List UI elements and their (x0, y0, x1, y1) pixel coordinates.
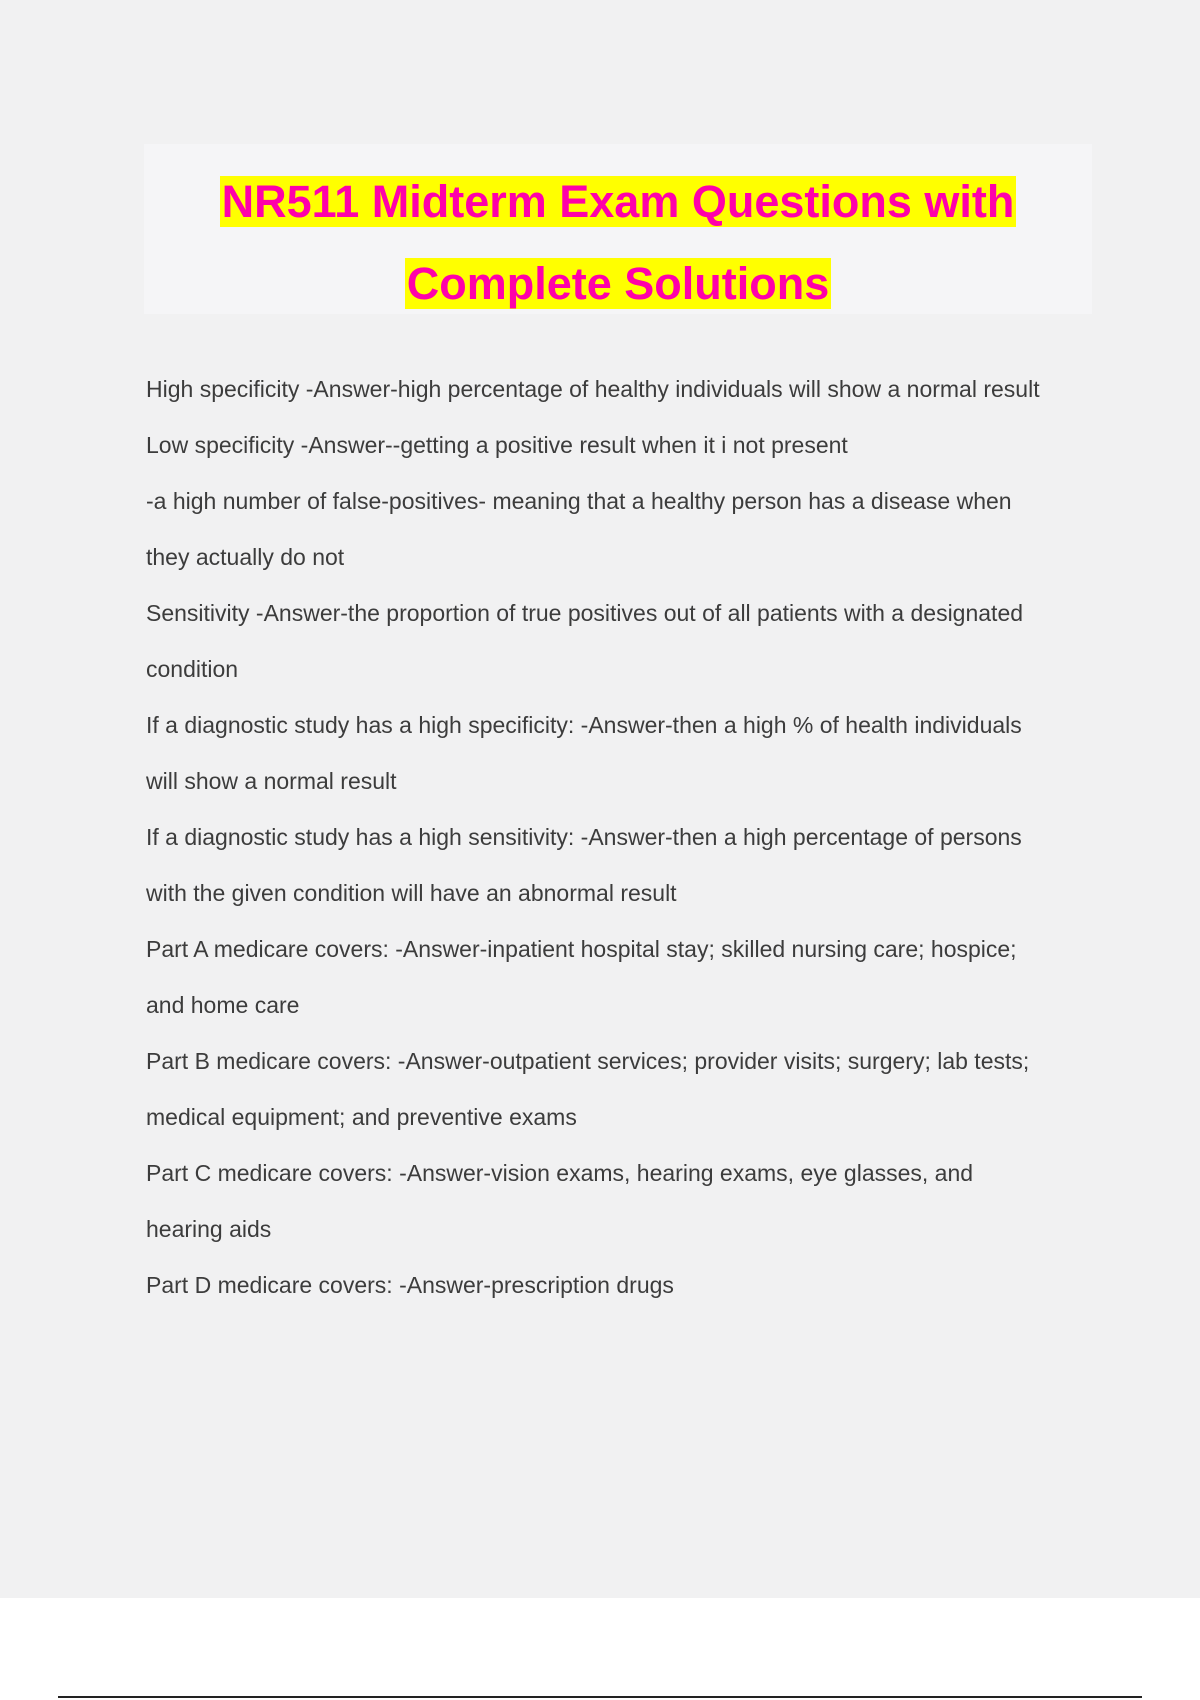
qa-line: Part C medicare covers: -Answer-vision exams, hearing exams, eye glasses, and (146, 1160, 974, 1186)
qa-line: will show a normal result (146, 768, 397, 794)
title-highlight-1: NR511 Midterm Exam Questions with (221, 176, 1015, 227)
qa-line: High specificity -Answer-high percentage of healthy individuals will show a normal result (146, 376, 1040, 402)
title-block (144, 144, 1092, 314)
qa-line: Part A medicare covers: -Answer-inpatient hospital stay; skilled nursing care; hospice; (146, 936, 1017, 962)
qa-line: Part D medicare covers: -Answer-prescription drugs (146, 1272, 674, 1298)
qa-line: condition (146, 656, 239, 682)
qa-line: If a diagnostic study has a high sensitivity: -Answer-then a high percentage of persons (146, 824, 1022, 850)
qa-line: If a diagnostic study has a high specificity: -Answer-then a high % of health individuals (146, 712, 1022, 738)
qa-line: and home care (146, 992, 300, 1018)
page-title-line-1 (144, 174, 1092, 230)
qa-line: -a high number of false-positives- meaning that a healthy person has a disease when (146, 488, 1012, 514)
qa-line: with the given condition will have an abnormal result (146, 880, 677, 906)
qa-line: hearing aids (146, 1216, 272, 1242)
page-title-line-2 (144, 256, 1092, 312)
qa-line: they actually do not (146, 544, 345, 570)
qa-line: Sensitivity -Answer-the proportion of true positives out of all patients with a designated (146, 600, 1024, 626)
title-highlight-2: Complete Solutions (406, 258, 830, 309)
qa-content (146, 361, 1106, 1313)
footer-divider (58, 1696, 1142, 1698)
qa-line: Low specificity -Answer--getting a positive result when it i not present (146, 432, 848, 458)
qa-line: Part B medicare covers: -Answer-outpatient services; provider visits; surgery; lab tests; (146, 1048, 1030, 1074)
qa-line: medical equipment; and preventive exams (146, 1104, 577, 1130)
